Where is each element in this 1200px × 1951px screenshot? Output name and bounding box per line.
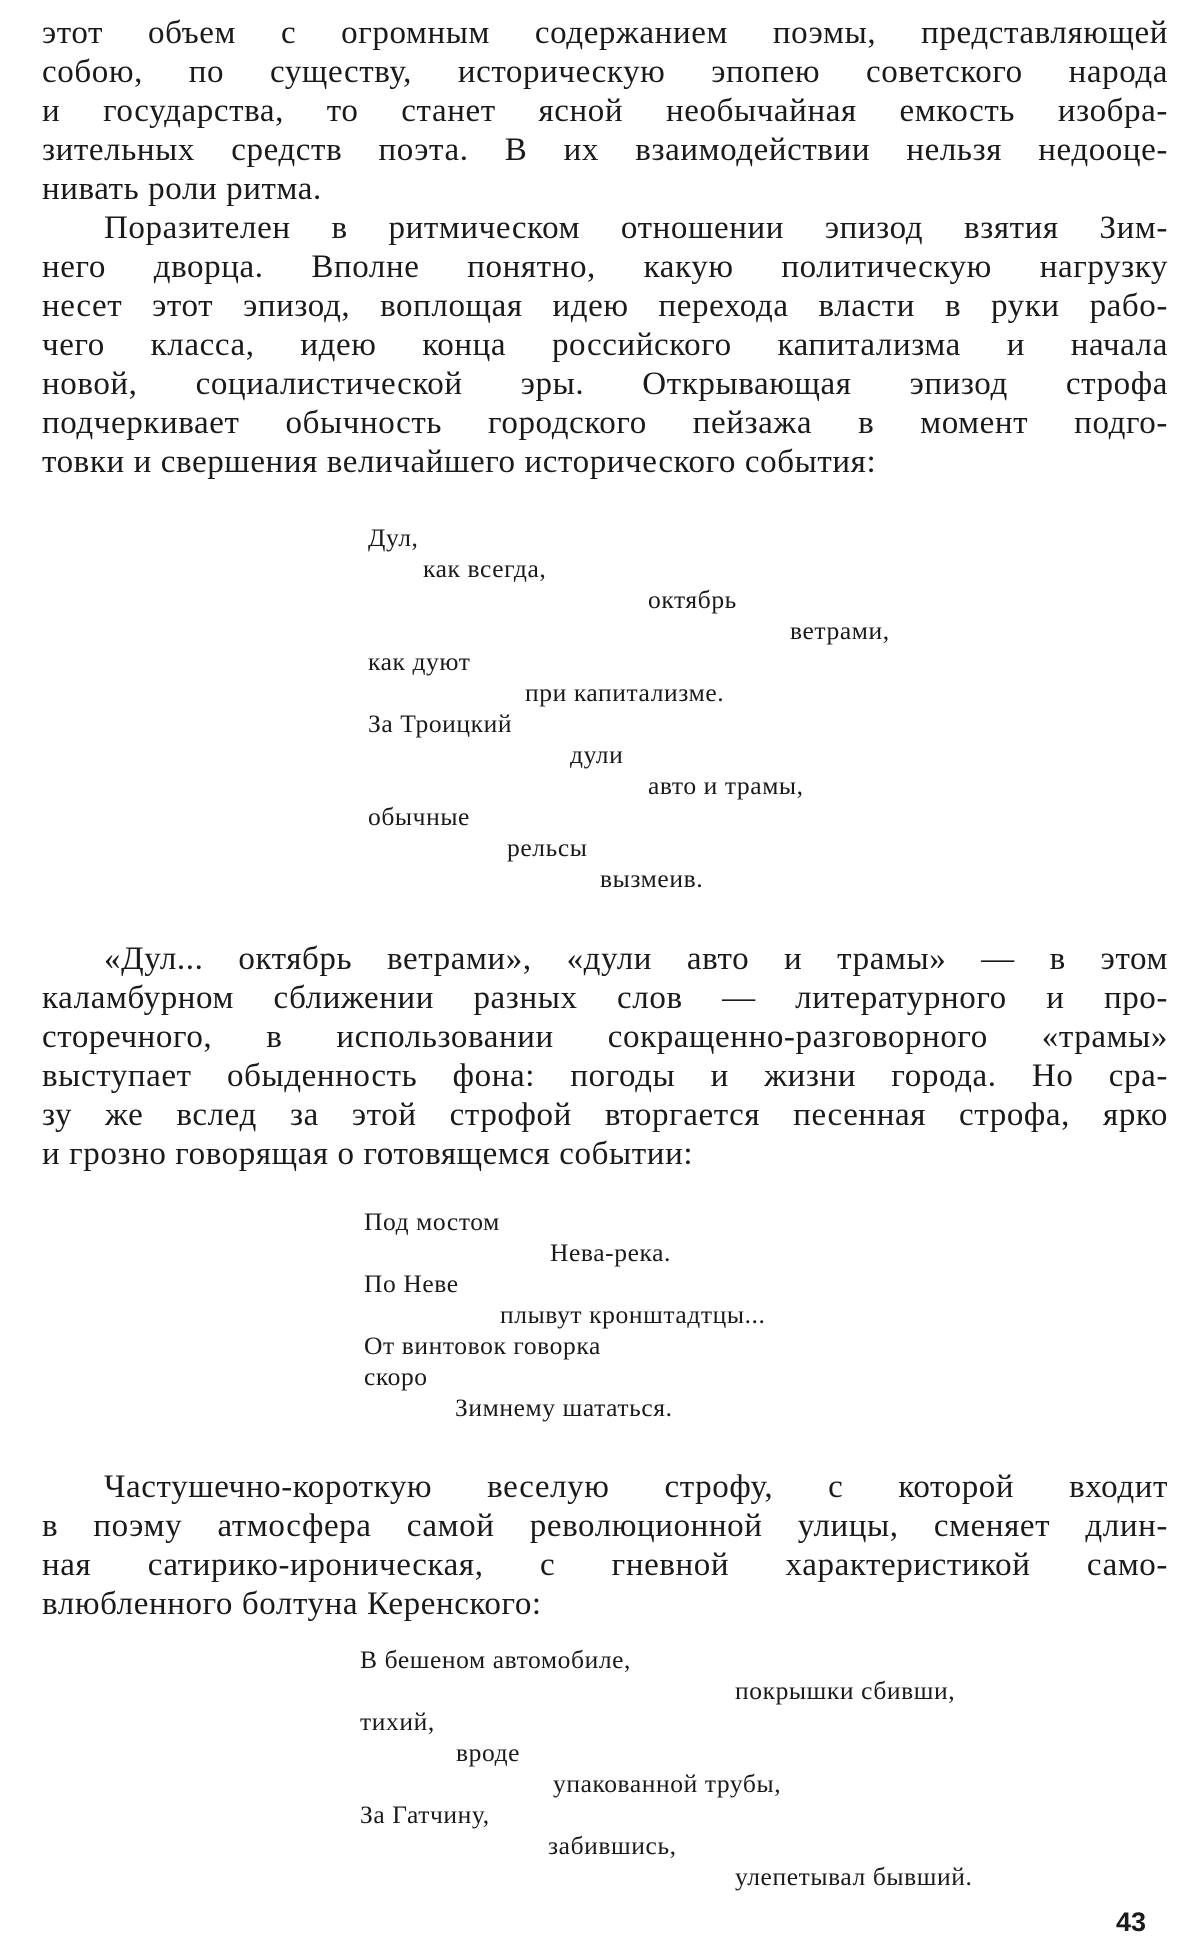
text-line: Поразителен в ритмическом отношении эпизод взятия Зим- [104,210,1168,246]
text-line: нивать роли ритма. [42,171,322,207]
verse-line: вроде [456,1738,521,1767]
verse-line: ветрами, [790,616,890,645]
text-line: него дворца. Вполне понятно, какую политическую нагрузку [42,249,1168,285]
verse-line: как дуют [368,647,471,676]
verse-line: улепетывал бывший. [735,1862,973,1891]
verse-line: За Троицкий [368,709,513,738]
text-line: в поэму атмосфера самой революционной улицы, сменяет длин- [42,1508,1168,1544]
verse-line: дули [570,740,624,769]
text-line: новой, социалистической эры. Открывающая эпизод строфа [42,366,1168,402]
text-line: подчеркивает обычность городского пейзажа в момент подго- [42,405,1168,441]
text-line: несет этот эпизод, воплощая идею перехода власти в руки рабо- [42,288,1168,324]
verse-line: За Гатчину, [360,1800,490,1829]
verse-line: Дул, [368,523,419,552]
verse-line: Нева-река. [550,1238,672,1267]
verse-line: обычные [368,802,470,831]
verse-line: Под мостом [364,1207,500,1236]
text-line: и государства, то станет ясной необычайная емкость изобра- [42,93,1168,129]
text-line: сторечного, в использовании сокращенно-разговорного «трамы» [42,1019,1168,1055]
text-line: зу же вслед за этой строфой вторгается песенная строфа, ярко [42,1097,1168,1133]
page-number: 43 [1116,1907,1147,1937]
verse-line: тихий, [360,1707,435,1736]
text-line: каламбурном сближении разных слов — литературного и про- [42,980,1168,1016]
text-line: этот объем с огромным содержанием поэмы, представляющей [42,15,1168,51]
verse-line: упакованной трубы, [553,1769,782,1798]
text-line: ная сатирико-ироническая, с гневной характеристикой само- [42,1547,1168,1583]
verse-line: скоро [364,1362,428,1391]
verse-line: октябрь [648,585,737,614]
verse-line: рельсы [507,833,588,862]
verse-line: покрышки сбивши, [735,1676,956,1705]
text-line: товки и свершения величайшего исторического события: [42,444,877,480]
text-line: выступает обыденность фона: погоды и жизни города. Но сра- [42,1058,1168,1094]
verse-line: забившись, [548,1831,677,1860]
verse-line: плывут кронштадтцы... [500,1300,766,1329]
verse-line: как всегда, [423,554,547,583]
text-line: влюбленного болтуна Керенского: [42,1586,542,1622]
verse-line: вызмеив. [600,864,704,893]
verse-line: при капитализме. [525,678,725,707]
text-line: собою, по существу, историческую эпопею советского народа [42,54,1168,90]
verse-line: авто и трамы, [648,771,804,800]
verse-line: В бешеном автомобиле, [360,1645,632,1674]
text-line: зительных средств поэта. В их взаимодействии нельзя недооце- [42,132,1168,168]
text-line: Частушечно-короткую веселую строфу, с которой входит [104,1469,1168,1505]
text-line: «Дул... октябрь ветрами», «дули авто и трамы» — в этом [104,941,1168,977]
verse-line: Зимнему шататься. [455,1393,673,1422]
verse-line: По Неве [364,1269,459,1298]
text-line: чего класса, идею конца российского капитализма и начала [42,327,1168,363]
text-line: и грозно говорящая о готовящемся событии: [42,1136,694,1172]
verse-line: От винтовок говорка [364,1331,601,1360]
